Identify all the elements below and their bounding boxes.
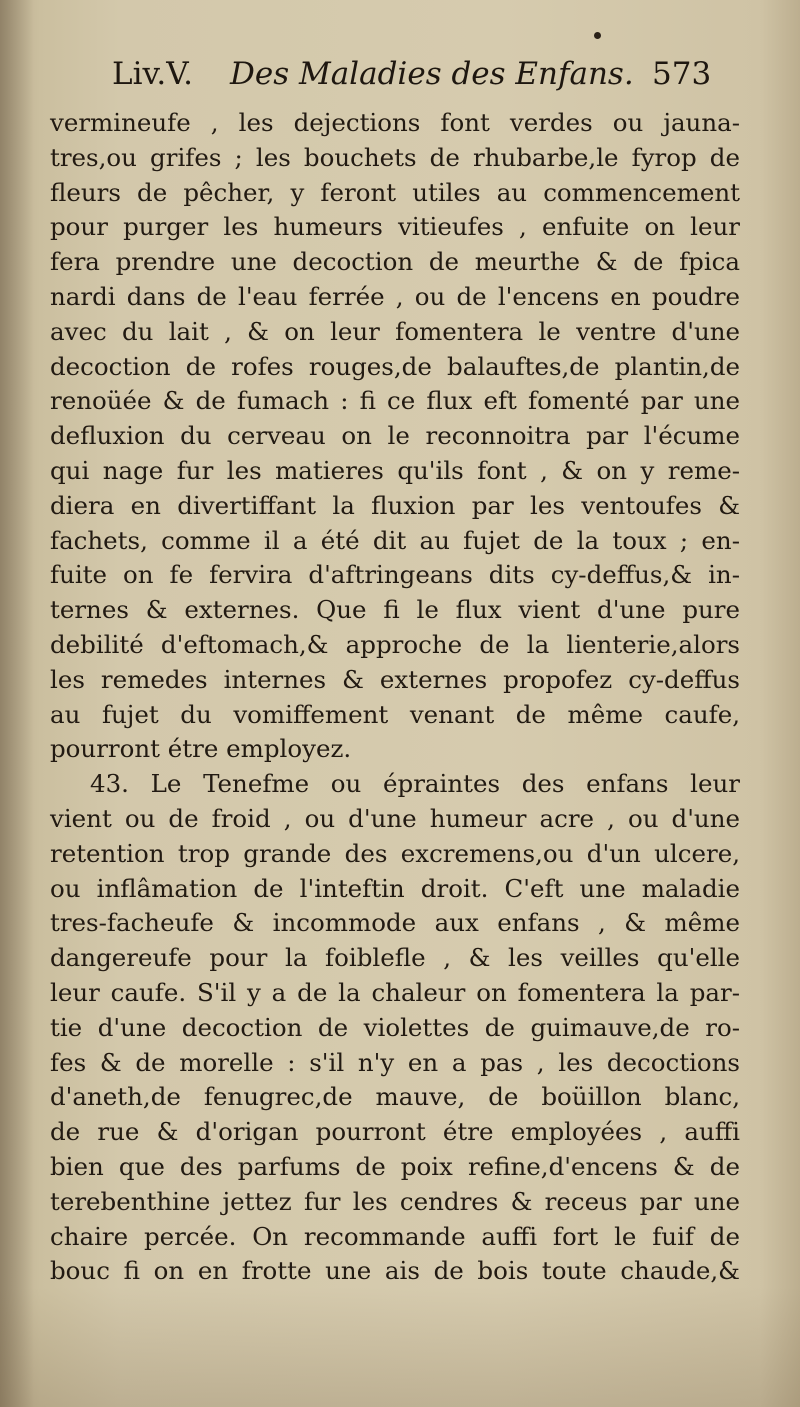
- text-line: fes & de morelle : s'il n'y en a pas , les decoctions: [50, 1047, 740, 1077]
- text-line: tres,ou grifes ; les bouchets de rhubarbe,le fyrop de: [50, 142, 740, 172]
- text-line: diera en divertiffant la fluxion par les ventoufes &: [50, 490, 740, 520]
- running-title: Des Maladies des Enfans.: [230, 56, 634, 92]
- body-text: [50, 106, 740, 1289]
- text-line: retention trop grande des excremens,ou d'un ulcere,: [50, 838, 740, 868]
- text-line: fuite on fe fervira d'aftringeans dits cy-deffus,& in-: [50, 560, 740, 590]
- text-line: defluxion du cerveau on le reconnoitra par l'écume: [50, 421, 740, 451]
- text-line: decoction de rofes rouges,de balauftes,de plantin,de: [50, 351, 740, 381]
- text-line: terebenthine jettez fur les cendres & receus par une: [50, 1186, 740, 1216]
- text-line: pour purger les humeurs vitieufes , enfuite on leur: [50, 212, 740, 242]
- text-line: fera prendre une decoction de meurthe & de fpica: [50, 247, 740, 277]
- text-line: qui nage fur les matieres qu'ils font , & on y reme-: [50, 455, 740, 485]
- text-line: vermineufe , les dejections font verdes ou jauna-: [50, 108, 740, 137]
- text-line: tres-facheufe & incommode aux enfans , & même: [50, 908, 740, 938]
- text-line: avec du lait , & on leur fomentera le ventre d'une: [50, 316, 740, 346]
- text-line: ou inflâmation de l'inteftin droit. C'eft une maladie: [50, 873, 740, 903]
- text-line: de rue & d'origan pourront étre employées , auffi: [50, 1117, 740, 1147]
- text-line: leur caufe. S'il y a de la chaleur on fomentera la par-: [50, 977, 740, 1007]
- text-line: bien que des parfums de poix refine,d'encens & de: [50, 1151, 740, 1181]
- text-line: au fujet du vomiffement venant de même caufe,: [50, 699, 740, 729]
- text-line: vient ou de froid , ou d'une humeur acre , ou d'une: [50, 803, 740, 833]
- page-number: 573: [652, 56, 712, 92]
- gutter-shadow: [0, 0, 34, 1407]
- text-line: debilité d'eftomach,& approche de la lienterie,alors: [50, 629, 740, 659]
- section-start-line: 43. Le Tenefme ou épraintes des enfans leur: [90, 769, 740, 799]
- ink-spot: [594, 32, 601, 39]
- book-number: Liv.V.: [112, 56, 194, 92]
- text-line: dangereufe pour la foiblefle , & les veilles qu'elle: [50, 943, 740, 973]
- text-line: fachets, comme il a été dit au fujet de la toux ; en-: [50, 525, 740, 555]
- text-line: tie d'une decoction de violettes de guimauve,de ro-: [50, 1012, 740, 1042]
- text-line: nardi dans de l'eau ferrée , ou de l'encens en poudre: [50, 281, 740, 311]
- text-line: bouc fi on en frotte une ais de bois toute chaude,&: [50, 1256, 740, 1286]
- text-line: renoüée & de fumach : fi ce flux eft fomenté par une: [50, 386, 740, 416]
- running-header: [112, 56, 712, 102]
- page-bottom-shade: [0, 1287, 800, 1407]
- text-line: les remedes internes & externes propofez cy-deffus: [50, 664, 740, 694]
- text-line: chaire percée. On recommande auffi fort le fuif de: [50, 1221, 740, 1251]
- text-line: fleurs de pêcher, y feront utiles au commencement: [50, 177, 740, 207]
- paragraph-end-line: pourront étre employez.: [50, 734, 352, 764]
- text-line: ternes & externes. Que fi le flux vient d'une pure: [50, 595, 740, 625]
- text-line: d'aneth,de fenugrec,de mauve, de boüillon blanc,: [50, 1082, 740, 1112]
